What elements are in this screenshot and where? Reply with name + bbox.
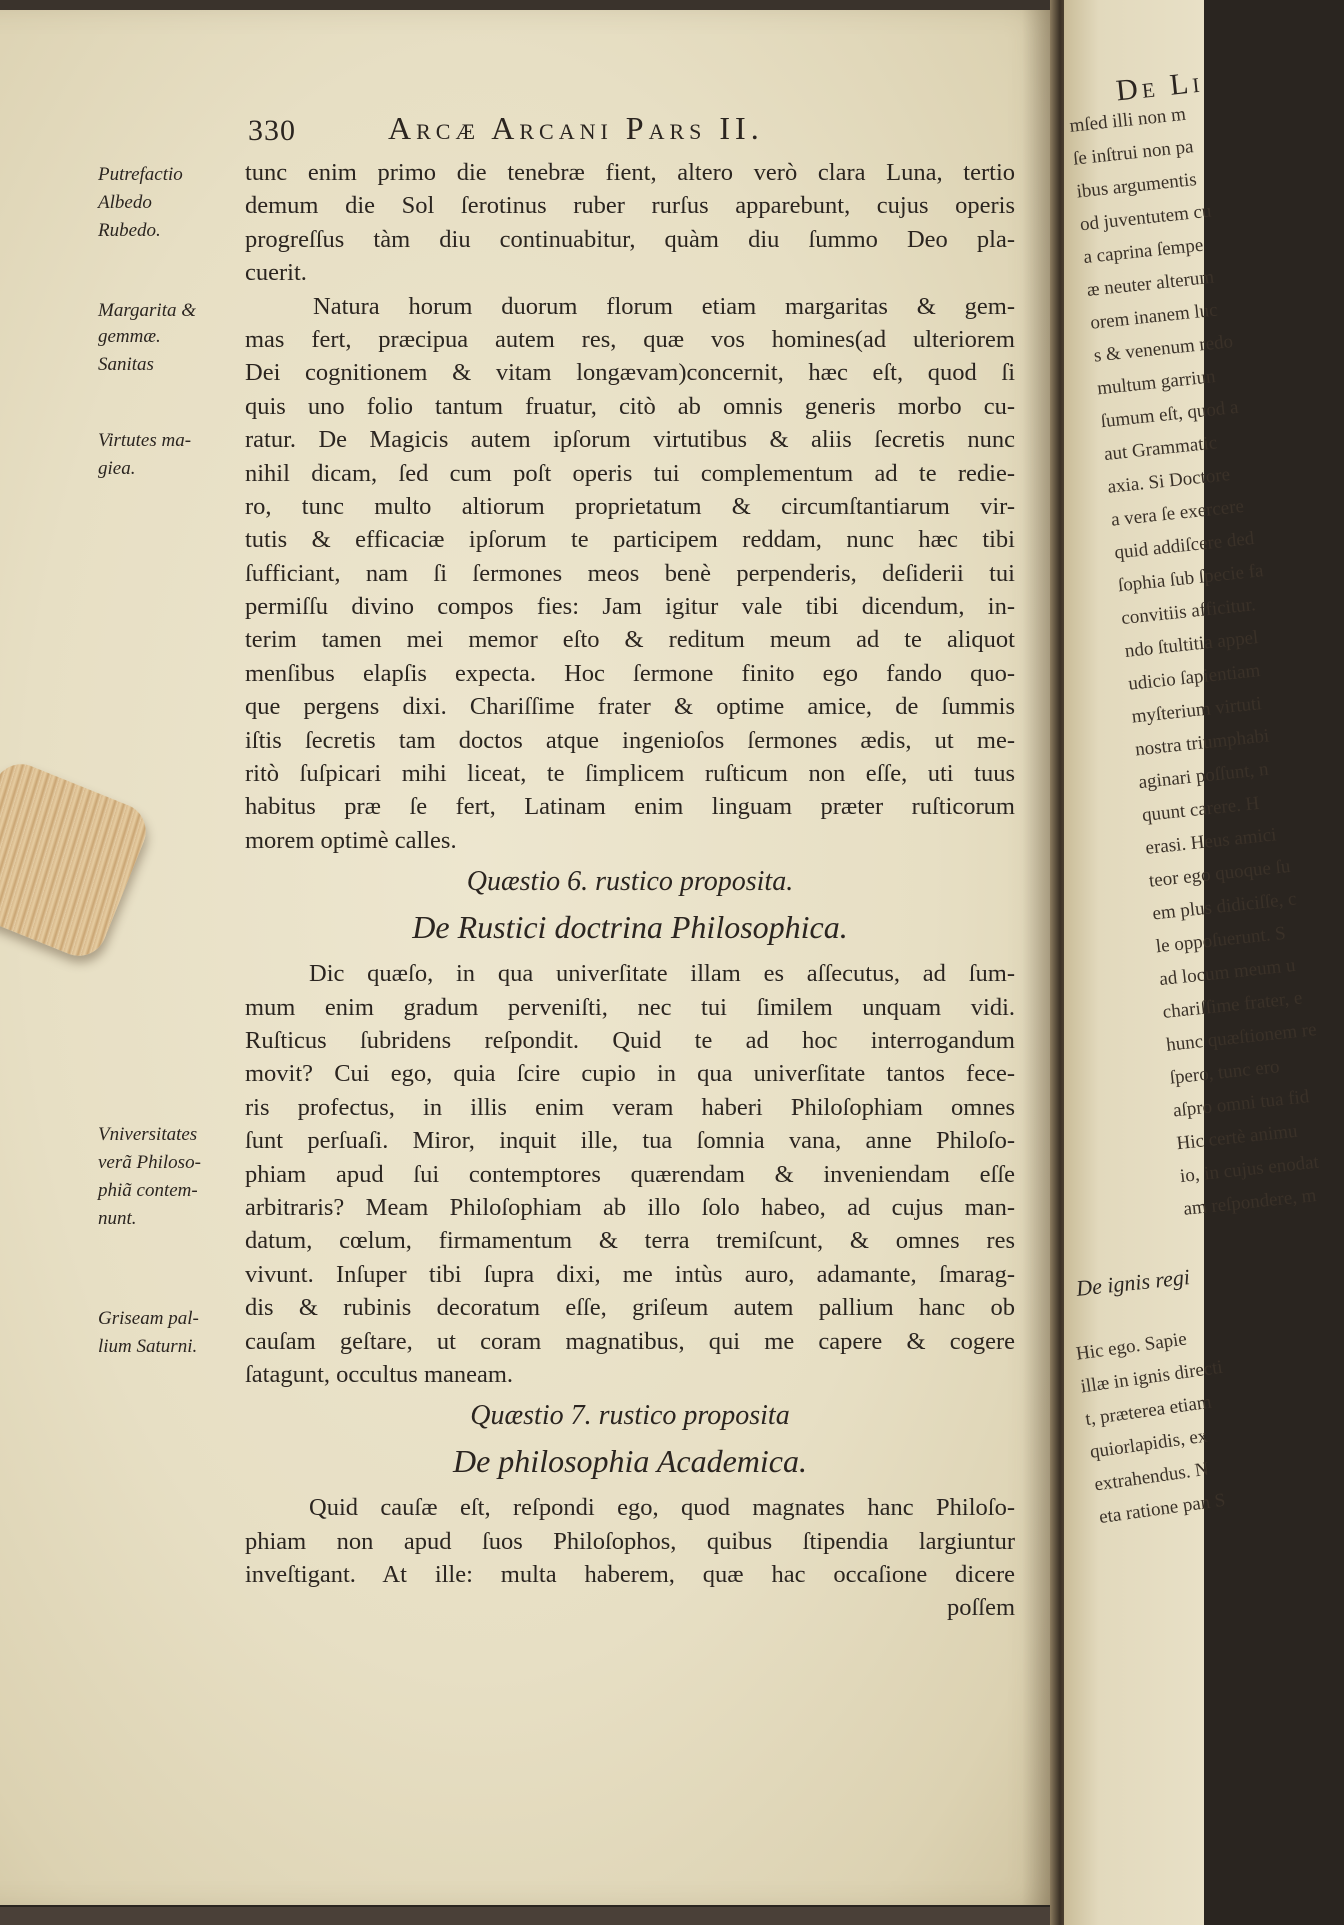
right-line: ad locum meum u bbox=[1158, 954, 1297, 991]
left-page bbox=[0, 10, 1062, 1905]
text-line: quis uno folio tantum fruatur, citò ab omnis generis morbo cu- bbox=[245, 392, 1015, 420]
margin-note-gemmae: gemmæ. bbox=[98, 326, 161, 347]
text-line: terim tamen mei memor eſto & reditum meum ad te aliquot bbox=[245, 626, 1015, 654]
question-6-label: Quæstio 6. rustico proposita. bbox=[466, 866, 794, 898]
right-page-heading: De ignis regi bbox=[1074, 1264, 1192, 1301]
main-text bbox=[245, 156, 1015, 1625]
right-page-text bbox=[1068, 93, 1344, 1226]
right-line: multum garriun bbox=[1096, 366, 1217, 400]
margin-note-philosophia-contem: phiã contem- bbox=[98, 1180, 198, 1201]
margin-note-magiea: giea. bbox=[98, 458, 136, 479]
right-line: mſed illi non m bbox=[1068, 103, 1187, 137]
right-line: teor ego quoque ſu bbox=[1147, 855, 1292, 892]
text-line: nihil dicam, ſed cum poſt operis tui complementum ad te redie- bbox=[245, 459, 1015, 487]
text-line: arbitraris? Meam Philoſophiam ab illo ſolo habeo, ad cujus man- bbox=[245, 1193, 1015, 1221]
right-line: myſterium virtuti bbox=[1130, 693, 1263, 728]
right-line: io, in cujus enodat bbox=[1179, 1151, 1320, 1188]
text-line: ſunt perſuaſi. Miror, inquit ille, tua ſomnia vana, anne Philoſo- bbox=[245, 1127, 1015, 1155]
right-line: orem inanem luc bbox=[1089, 299, 1219, 334]
right-line: em plus didiciſſe, c bbox=[1151, 888, 1298, 925]
question-6-title: De Rustici doctrina Philosophica. bbox=[412, 909, 848, 946]
right-line: a caprina ſempe bbox=[1082, 234, 1205, 269]
right-line: aſpro omni tua fid bbox=[1172, 1086, 1311, 1122]
right-line: eta ratione pan S bbox=[1097, 1489, 1227, 1529]
right-line: le oppoſuerunt. S bbox=[1154, 922, 1287, 958]
text-line: ſatagunt, occultus maneam. bbox=[245, 1360, 514, 1388]
question-7-label: Quæstio 7. rustico proposita bbox=[470, 1400, 790, 1432]
right-page-header: De Li bbox=[1114, 65, 1205, 108]
margin-note-griseam: Griseam pal- bbox=[98, 1308, 199, 1329]
text-line: ritò ſuſpicari mihi liceat, te ſimplicem ruſticum non eſſe, uti tuus bbox=[245, 760, 1015, 788]
text-line: movit? Cui ego, quia ſcire cupio in qua univerſitate tantos fece- bbox=[245, 1060, 1015, 1088]
catchword: poſſem bbox=[946, 1594, 1015, 1622]
text-line: vivunt. Inſuper tibi ſupra dixi, me intùs auro, adamante, ſmarag- bbox=[245, 1260, 1015, 1288]
right-line: ſophia ſub ſpecie fa bbox=[1116, 560, 1265, 597]
margin-note-rubedo: Rubedo. bbox=[98, 220, 161, 241]
right-line: aginari poſſunt, n bbox=[1137, 758, 1270, 794]
right-line: aut Grammatic bbox=[1103, 432, 1219, 466]
text-line: ris profectus, in illis enim veram haberi Philoſophiam omnes bbox=[245, 1093, 1015, 1121]
text-line: mas fert, præcipua autem res, quæ vos homines(ad ulteriorem bbox=[245, 325, 1015, 353]
right-line: s & venenum redo bbox=[1092, 331, 1235, 367]
margin-note-nunt: nunt. bbox=[98, 1208, 137, 1229]
right-line: ndo ſtultitia appel bbox=[1123, 627, 1260, 662]
text-line: habitus præ ſe fert, Latinam enim linguam præter ruſticorum bbox=[245, 793, 1015, 821]
right-line: ſe inſtrui non pa bbox=[1072, 136, 1195, 170]
margin-note-vera-philosophia: verã Philoso- bbox=[98, 1152, 201, 1173]
text-line: progreſſus tàm diu continuabitur, quàm diu ſummo Deo pla- bbox=[245, 225, 1015, 253]
margin-note-pallium-saturni: lium Saturni. bbox=[98, 1336, 198, 1357]
right-line: ibus argumentis bbox=[1075, 169, 1198, 203]
text-line: cuerit. bbox=[245, 259, 307, 287]
text-line: morem optimè calles. bbox=[245, 826, 457, 854]
text-line: permiſſu divino compos fies: Jam igitur vale tibi dicendum, in- bbox=[245, 593, 1015, 621]
text-line: tunc enim primo die tenebræ fient, altero verò clara Luna, tertio bbox=[245, 159, 1015, 186]
right-line: chariſſime frater, e bbox=[1161, 987, 1304, 1023]
right-line: t, præterea etiam bbox=[1084, 1391, 1213, 1431]
margin-note-putrefactio: Putrefactio bbox=[98, 164, 183, 185]
right-line: ſpero, tunc ero bbox=[1168, 1056, 1281, 1089]
right-line: axia. Si Doctore bbox=[1106, 464, 1232, 498]
question-7-title: De philosophia Academica. bbox=[452, 1443, 807, 1480]
text-line: inveſtigant. At ille: multa haberem, quæ hac occaſione dicere bbox=[245, 1561, 1015, 1589]
text-line: phiam apud ſui contemptores quærendam & inveniendam eſſe bbox=[245, 1160, 1015, 1188]
right-line: quunt carere. H bbox=[1141, 792, 1261, 827]
right-line: udicio ſapientiam bbox=[1127, 660, 1262, 695]
text-line: que pergens dixi. Chariſſime frater & optime amice, de ſummis bbox=[245, 693, 1015, 721]
right-line: quiorlapidis, ex bbox=[1088, 1425, 1209, 1463]
text-line: Ruſticus ſubridens reſpondit. Quid te ad hoc interrogandum bbox=[245, 1026, 1015, 1054]
right-line: illæ in ignis directi bbox=[1079, 1356, 1224, 1398]
page-number: 330 bbox=[248, 114, 296, 147]
text-line: iſtis ſecretis tam doctos atque ingenioſos ſermones ædis, ut me- bbox=[245, 726, 1015, 754]
right-line: Hic certè animu bbox=[1175, 1120, 1299, 1155]
right-line: erasi. Heus amici bbox=[1144, 824, 1278, 859]
right-line: ſumum eſt, quod a bbox=[1099, 396, 1240, 433]
margin-note-virtutes: Virtutes ma- bbox=[98, 430, 192, 451]
right-line: Hic ego. Sapie bbox=[1074, 1328, 1189, 1365]
right-line: æ neuter alterum bbox=[1085, 266, 1216, 301]
right-line: quid addiſcere ded bbox=[1113, 527, 1256, 564]
margin-note-margarita: Margarita & bbox=[98, 300, 196, 321]
margin-note-universitates: Vniversitates bbox=[98, 1124, 198, 1145]
text-line: menſibus elapſis expecta. Hoc ſermone finito ego fando quo- bbox=[245, 659, 1015, 687]
right-line: am reſpondere, m bbox=[1182, 1185, 1318, 1220]
text-line: dis & rubinis decoratum eſſe, griſeum autem pallium hanc ob bbox=[245, 1294, 1015, 1322]
text-line: tutis & efficaciæ ipſorum te participem reddam, nunc hæc tibi bbox=[245, 526, 1015, 554]
text-line: Natura horum duorum florum etiam margaritas & gem- bbox=[313, 292, 1015, 320]
right-line: a vera ſe exercere bbox=[1110, 495, 1245, 531]
text-line: phiam non apud ſuos Philoſophos, quibus ſtipendia largiuntur bbox=[245, 1527, 1015, 1555]
margin-note-sanitas: Sanitas bbox=[98, 354, 154, 375]
text-line: datum, cœlum, firmamentum & terra tremiſcunt, & omnes res bbox=[245, 1227, 1015, 1255]
text-line: ratur. De Magicis autem ipſorum virtutibus & aliis ſecretis nunc bbox=[245, 426, 1015, 454]
margin-note-albedo: Albedo bbox=[98, 192, 152, 213]
text-line: Quid cauſæ eſt, reſpondi ego, quod magnates hanc Philoſo- bbox=[309, 1494, 1015, 1522]
right-line: hunc quæſtionem re bbox=[1165, 1019, 1318, 1056]
running-head bbox=[248, 110, 1008, 160]
text-line: ro, tunc multo altiorum proprietatum & circumſtantiarum vir- bbox=[245, 492, 1015, 520]
running-title: Arcæ Arcani Pars II. bbox=[388, 110, 764, 146]
text-line: demum die Sol ſerotinus ruber rurſus apparebunt, cujus operis bbox=[245, 192, 1015, 220]
right-line: nostra triumphabi bbox=[1134, 725, 1271, 761]
brush-artifact bbox=[0, 756, 154, 964]
text-line: Dei cognitionem & vitam longævam)concernit, hæc eſt, quod ſi bbox=[245, 359, 1015, 387]
right-line: od juventutem cu bbox=[1078, 200, 1213, 236]
right-page-text-2 bbox=[1074, 1316, 1260, 1534]
text-line: mum enim gradum perveniſti, nec tui ſimilem unquam vidi. bbox=[245, 993, 1015, 1021]
text-line: cauſam geſtare, ut coram magnatibus, qui me capere & cogere bbox=[245, 1327, 1015, 1355]
right-line: extrahendus. N bbox=[1093, 1458, 1211, 1496]
right-line: convitiis afficitur. bbox=[1120, 594, 1257, 630]
text-line: ſufficiant, nam ſi ſermones meos benè perpenderis, deſiderii tui bbox=[245, 559, 1015, 587]
text-line: Dic quæſo, in qua univerſitate illam es aſſecutus, ad ſum- bbox=[309, 960, 1015, 988]
right-page bbox=[1064, 0, 1320, 1925]
